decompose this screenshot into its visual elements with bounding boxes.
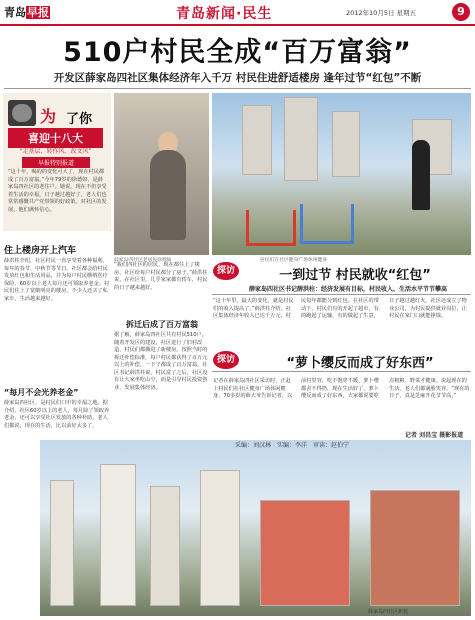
article-body: 据了解，薛家岛四社区共有村民510户，随着开发区的建设，社区进行了旧村改造，村民们都搬进了新楼房。按照当时的拆迁补偿标准，每户村民都获得了百万元以上的补偿，一下子都成了百万富翁。社区书记薛洪柱说，村民富了之后，社区没有让大家坐吃山空，而是引导村民投资创业，发展集体经济。 — [114, 332, 208, 391]
divider — [212, 371, 471, 372]
elder-body — [150, 150, 186, 240]
photo-caption: 薛家岛四社区新貌 — [368, 609, 409, 615]
sub-headline: 开发区薛家岛四社区集体经济年入千万 村民住进舒适楼房 逢年过节“红包”不断 — [53, 72, 422, 84]
section-subheadline: 薛家岛四社区书记薛洪柱：经济发展有目标，村民收入、生活水平节节攀高 — [248, 286, 447, 293]
building — [50, 480, 74, 606]
building — [260, 500, 350, 606]
header-divider — [0, 24, 475, 26]
article-subhead: 住上楼房开上汽车 — [4, 246, 77, 256]
article-body: 薛洪柱介绍，社区村民一直享受着各种福利，每年的春节、中秋节等节日，社区都会给村民发放红包和生活用品，并为每户村民缴纳医疗保险，60岁以上老人每月还可领取养老金。村民们住上了宽敞明亮的楼房，不少人还买了私家车，生活越来越好。 — [4, 258, 110, 302]
sidebar-tag: 早报特别报道 — [22, 157, 90, 168]
logo-left-text: 青岛 — [4, 6, 26, 19]
building — [242, 105, 272, 175]
divider — [4, 88, 471, 89]
photo-caption: 居民们在社区健身广场休闲健身 — [260, 258, 328, 263]
article-subhead: 拆迁后成了百万富翁 — [126, 320, 198, 329]
resident-exercising — [412, 140, 430, 210]
explore-tag: 探访 — [213, 262, 239, 280]
sidebar-title: 了你 — [66, 112, 93, 127]
newspaper-logo — [4, 4, 66, 20]
sidebar-portrait-icon — [12, 104, 32, 122]
sidebar-wei: 为 — [40, 107, 57, 126]
sidebar-banner: 喜迎十八大 — [8, 128, 103, 148]
sidebar-text: “这十年，喝的的变化可大了，现在村民都成了百万富翁。”今年79岁的徐德如，是薛家岛四社区的老住户。她说，现在不但享受着生活的幸福，日子越过越好了，老人们也常常感慨共产党带领的好政策。对社区的发展，他们满怀信心。 — [8, 169, 107, 213]
article-body: 记者在薛家岛四社区采访时，正赶上村民们在社区健身广场休闲健身。70多岁的薛大爷告诉记者，以前村里穷，吃不饱穿不暖，萝卜缨都舍不得扔，现在生活好了，萝卜缨反而成了好东西，大家都说要吃点粗粮、野菜才健康。说起现在的生活，老人们都满脸笑容。“现在的日子，真是芝麻开花节节高。” — [213, 378, 470, 399]
article-body: “这十年里，最大的变化，就是村民们的收入提高了。”薛洪柱介绍，社区集体经济年收入已达千万元，村民每年都能分到红包。在社区的带动下，村民们有的开起了超市，有的跑起了运输，有的做起了生意，日子越过越红火。社区还成立了物业公司，为村民提供就业岗位，让村民在家门口就能挣钱。 — [213, 298, 467, 319]
building — [200, 470, 240, 606]
main-headline: 510户村民全成“百万富翁” — [63, 37, 412, 68]
byline: 记者 刘昌宝 摄影报道 — [405, 432, 464, 439]
building — [370, 490, 460, 606]
building — [284, 97, 318, 181]
article-body: “我们四社区的居民，现在都住上了楼房，社区给每户村民都分了房子。”薛洪柱说，在社区里，几乎家家都有轿车，村民的日子越来越好。 — [114, 262, 208, 291]
credits: 采编：刘汉林 实编：李洋 审读：赵伯宁 — [235, 442, 350, 449]
logo-right-text: 早报 — [27, 6, 49, 19]
article-body: 薛家岛四社区，是村民们口中的幸福之地。据介绍，社区60岁以上的老人，每月除了领取养老金，还可以享受社区发放的各种补助，老人们都说，现在的生活，比以前好太多了。 — [4, 400, 110, 429]
divider — [212, 294, 471, 295]
photo-caption: 薛家岛四社区老居民徐德如 — [114, 258, 172, 263]
section-title: 青岛新闻·民生 — [176, 6, 273, 22]
section-headline: 一到过节 村民就收“红包” — [279, 268, 431, 283]
section-headline: “萝卜缨反而成了好东西” — [286, 356, 434, 371]
community-buildings-photo — [40, 440, 471, 616]
fitness-equipment-red — [246, 210, 296, 246]
building — [100, 464, 136, 606]
building — [150, 486, 180, 606]
article-subhead: “每月不会光养老金” — [4, 388, 79, 397]
fitness-equipment-blue — [300, 204, 354, 244]
page-number: 9 — [452, 3, 470, 21]
sidebar-slogan: “走基层、转作风、改文风” — [19, 148, 92, 155]
issue-date: 2012年10月5日 星期五 — [346, 9, 417, 17]
explore-tag: 探访 — [213, 351, 239, 369]
building — [332, 111, 360, 177]
